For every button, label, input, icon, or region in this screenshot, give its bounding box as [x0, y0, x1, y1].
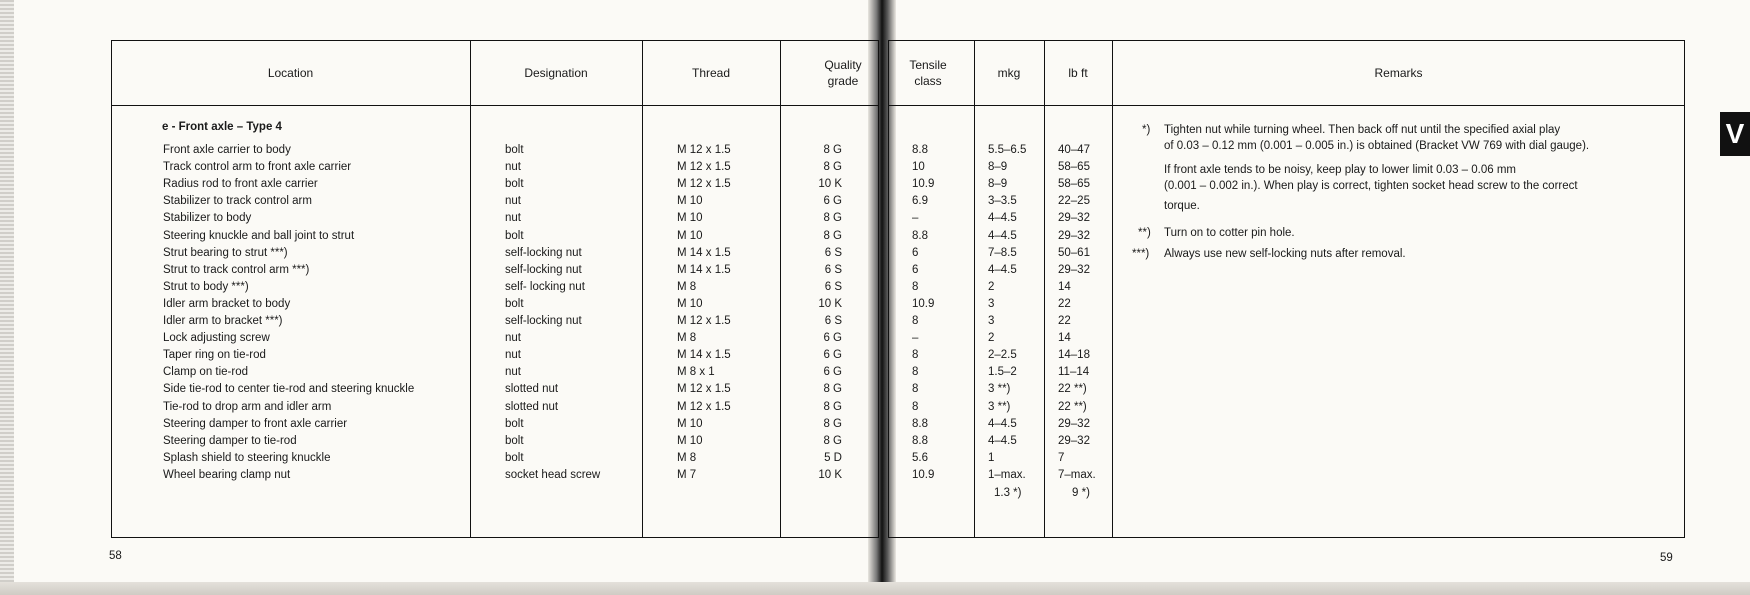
cell-lb-ft: 22	[1058, 315, 1071, 327]
cell-designation: bolt	[505, 144, 524, 156]
cell-quality-grade: 8 G	[823, 417, 842, 430]
cell-designation: bolt	[505, 178, 524, 191]
cell-tensile-class: 10.9	[912, 468, 935, 481]
cell-lb-ft: 7	[1058, 451, 1065, 464]
cell-lb-ft: 29–32	[1058, 434, 1090, 447]
col-divider	[470, 40, 471, 538]
cell-tensile-class: 10.9	[912, 178, 935, 191]
cell-thread: M 12 x 1.5	[677, 383, 731, 396]
cell-mkg: 3 **)	[988, 400, 1011, 413]
cell-lb-ft: 58–65	[1058, 161, 1090, 174]
cell-lb-ft: 14–18	[1058, 349, 1090, 362]
cell-location: Strut bearing to strut ***)	[163, 246, 288, 259]
cell-quality-grade: 6 S	[824, 246, 842, 259]
cell-designation: socket head screw	[505, 468, 601, 481]
cell-thread: M 8 x 1	[677, 366, 715, 379]
cell-designation: bolt	[505, 417, 524, 430]
section-title: e - Front axle – Type 4	[162, 121, 282, 133]
cell-mkg: 5.5–6.5	[988, 144, 1027, 156]
cell-tensile-class: 6	[912, 263, 919, 276]
cell-lb-ft: 29–32	[1058, 229, 1090, 242]
cell-designation: bolt	[505, 434, 524, 447]
cell-designation: self-locking nut	[505, 246, 582, 259]
cell-quality-grade: 8 G	[823, 212, 842, 225]
cell-designation: nut	[505, 212, 521, 225]
note-1-line: If front axle tends to be noisy, keep play to lower limit 0.03 – 0.06 mm	[1164, 164, 1516, 176]
cell-quality-grade: 8 G	[823, 434, 842, 447]
cell-mkg: 1–max.	[988, 468, 1026, 481]
cell-designation: slotted nut	[505, 383, 559, 396]
cell-quality-grade: 6 G	[823, 366, 842, 379]
cell-tensile-class: 8	[912, 349, 919, 362]
cell-thread: M 10	[677, 229, 703, 242]
cell-lb-ft: 22 **)	[1058, 400, 1087, 413]
note-1-line: (0.001 – 0.002 in.). When play is correct, tighten socket head screw to the correct	[1164, 180, 1578, 192]
cell-thread: M 8	[677, 332, 697, 345]
cell-tensile-class: 8	[912, 315, 919, 327]
cell-designation: nut	[505, 161, 521, 174]
cell-mkg: 2	[988, 332, 995, 345]
right-header-rule	[888, 105, 1685, 106]
cell-thread: M 10	[677, 434, 703, 447]
cell-location: Idler arm bracket to body	[163, 297, 291, 310]
cell-mkg: 3 **)	[988, 383, 1011, 396]
cell-quality-grade: 10 K	[818, 297, 842, 310]
note-2-marker: **)	[1138, 227, 1151, 239]
cell-designation: nut	[505, 332, 521, 345]
cell-quality-grade: 5 D	[824, 451, 842, 464]
cell-quality-grade: 6 S	[824, 280, 842, 293]
cell-thread: M 10	[677, 297, 703, 310]
cell-location: Track control arm to front axle carrier	[163, 161, 352, 174]
header-quality-grade: Quality grade	[824, 57, 862, 88]
cell-location: Front axle carrier to body	[163, 144, 291, 156]
cell-tensile-class: 5.6	[912, 451, 928, 464]
cell-mkg-cont: 1.3 *)	[994, 487, 1022, 499]
cell-tensile-class: 8	[912, 280, 919, 293]
cell-mkg: 3	[988, 315, 995, 327]
cell-lb-ft: 7–max.	[1058, 468, 1096, 481]
cell-thread: M 14 x 1.5	[677, 349, 731, 362]
cell-location: Splash shield to steering knuckle	[163, 451, 331, 464]
cell-designation: nut	[505, 366, 521, 379]
cell-mkg: 2	[988, 280, 995, 293]
cell-lb-ft: 58–65	[1058, 178, 1090, 191]
cell-quality-grade: 6 G	[823, 195, 842, 208]
cell-designation: nut	[505, 349, 521, 362]
cell-thread: M 7	[677, 468, 697, 481]
cell-thread: M 14 x 1.5	[677, 263, 731, 276]
cell-location: Stabilizer to track control arm	[163, 195, 312, 208]
cell-location: Steering damper to front axle carrier	[163, 417, 348, 430]
cell-designation: self- locking nut	[505, 280, 585, 293]
cell-location: Lock adjusting screw	[163, 332, 270, 345]
note-1-line: of 0.03 – 0.12 mm (0.001 – 0.005 in.) is obtained (Bracket VW 769 with dial gauge).	[1164, 140, 1590, 152]
cell-mkg: 7–8.5	[988, 246, 1017, 259]
cell-location: Clamp on tie-rod	[163, 366, 249, 379]
cell-lb-ft: 29–32	[1058, 417, 1090, 430]
cell-lb-ft: 50–61	[1058, 246, 1090, 259]
cell-tensile-class: 8.8	[912, 229, 928, 242]
cell-designation: slotted nut	[505, 400, 559, 413]
cell-lb-ft: 29–32	[1058, 212, 1090, 225]
note-1-marker: *)	[1142, 124, 1151, 136]
cell-mkg: 4–4.5	[988, 263, 1017, 276]
note-3: Always use new self-locking nuts after removal.	[1164, 248, 1406, 260]
right-table-frame	[888, 40, 1685, 538]
cell-quality-grade: 8 G	[823, 400, 842, 413]
cell-mkg: 2–2.5	[988, 349, 1017, 362]
cell-designation: nut	[505, 195, 521, 208]
cell-thread: M 14 x 1.5	[677, 246, 731, 259]
cell-thread: M 12 x 1.5	[677, 161, 731, 174]
cell-tensile-class: 8.8	[912, 417, 928, 430]
cell-lb-ft: 22 **)	[1058, 383, 1087, 396]
cell-thread: M 10	[677, 212, 703, 225]
cell-tensile-class: 8.8	[912, 144, 928, 156]
cell-tensile-class: 8.8	[912, 434, 928, 447]
col-divider	[974, 40, 975, 538]
cell-location: Wheel bearing clamp nut	[163, 468, 291, 481]
cell-location: Steering damper to tie-rod	[163, 434, 297, 447]
cell-tensile-class: 10	[912, 161, 925, 174]
cell-thread: M 12 x 1.5	[677, 144, 731, 156]
cell-tensile-class: –	[912, 332, 919, 345]
cell-mkg: 1	[988, 451, 995, 464]
cell-mkg: 4–4.5	[988, 434, 1017, 447]
section-tab: V	[1720, 112, 1750, 156]
cell-lb-ft: 29–32	[1058, 263, 1090, 276]
cell-designation: bolt	[505, 297, 524, 310]
note-1-line: Tighten nut while turning wheel. Then back off nut until the specified axial play	[1164, 124, 1561, 136]
header-tensile-class: Tensile class	[909, 57, 947, 88]
cell-location: Side tie-rod to center tie-rod and steering knuckle	[163, 383, 415, 396]
col-divider	[1044, 40, 1045, 538]
cell-mkg: 4–4.5	[988, 417, 1017, 430]
cell-tensile-class: 6	[912, 246, 919, 259]
cell-tensile-class: 8	[912, 366, 919, 379]
cell-lb-ft: 22	[1058, 297, 1071, 310]
cell-mkg: 4–4.5	[988, 229, 1017, 242]
cell-location: Steering knuckle and ball joint to strut	[163, 229, 355, 242]
cell-location: Strut to body ***)	[163, 280, 249, 293]
cell-lb-ft-cont: 9 *)	[1072, 487, 1090, 499]
cell-tensile-class: –	[912, 212, 919, 225]
cell-quality-grade: 8 G	[823, 383, 842, 396]
cell-mkg: 8–9	[988, 178, 1008, 191]
cell-thread: M 8	[677, 280, 697, 293]
cell-designation: bolt	[505, 451, 524, 464]
cell-quality-grade: 6 G	[823, 349, 842, 362]
cell-tensile-class: 8	[912, 383, 919, 396]
header-location: Location	[267, 65, 314, 80]
bottom-shadow	[0, 582, 1750, 595]
cell-quality-grade: 6 S	[824, 315, 842, 327]
cell-mkg: 8–9	[988, 161, 1008, 174]
cell-quality-grade: 8 G	[823, 144, 842, 156]
cell-location: Taper ring on tie-rod	[163, 349, 266, 362]
cell-location: Stabilizer to body	[163, 212, 252, 225]
cell-thread: M 12 x 1.5	[677, 315, 731, 327]
cell-quality-grade: 6 G	[823, 332, 842, 345]
cell-lb-ft: 22–25	[1058, 195, 1090, 208]
cell-mkg: 3–3.5	[988, 195, 1017, 208]
cell-thread: M 10	[677, 417, 703, 430]
cell-mkg: 1.5–2	[988, 366, 1017, 379]
header-designation: Designation	[524, 65, 588, 80]
header-thread: Thread	[691, 65, 731, 80]
cell-tensile-class: 10.9	[912, 297, 935, 310]
cell-quality-grade: 8 G	[823, 229, 842, 242]
cell-tensile-class: 6.9	[912, 195, 928, 208]
cell-lb-ft: 14	[1058, 280, 1071, 293]
cell-location: Idler arm to bracket ***)	[163, 315, 283, 327]
cell-lb-ft: 40–47	[1058, 144, 1090, 156]
cell-mkg: 4–4.5	[988, 212, 1017, 225]
cell-thread: M 12 x 1.5	[677, 400, 731, 413]
cell-quality-grade: 10 K	[818, 178, 842, 191]
cell-quality-grade: 8 G	[823, 161, 842, 174]
page-edge-left	[0, 0, 14, 595]
cell-mkg: 3	[988, 297, 995, 310]
cell-thread: M 10	[677, 195, 703, 208]
cell-lb-ft: 14	[1058, 332, 1071, 345]
cell-designation: bolt	[505, 229, 524, 242]
col-divider	[642, 40, 643, 538]
left-header-rule	[111, 105, 879, 106]
page-number-left: 58	[109, 550, 122, 562]
note-2: Turn on to cotter pin hole.	[1164, 227, 1295, 239]
cell-quality-grade: 10 K	[818, 468, 842, 481]
header-lb-ft: lb ft	[1068, 65, 1088, 80]
header-mkg: mkg	[997, 65, 1021, 80]
note-3-marker: ***)	[1132, 248, 1150, 260]
header-remarks: Remarks	[1374, 65, 1423, 80]
cell-quality-grade: 6 S	[824, 263, 842, 276]
cell-location: Strut to track control arm ***)	[163, 263, 310, 276]
cell-lb-ft: 11–14	[1058, 366, 1090, 379]
col-divider	[1112, 40, 1113, 538]
cell-location: Radius rod to front axle carrier	[163, 178, 318, 191]
note-1-line: torque.	[1164, 200, 1200, 212]
cell-designation: self-locking nut	[505, 315, 582, 327]
cell-location: Tie-rod to drop arm and idler arm	[163, 400, 332, 413]
cell-designation: self-locking nut	[505, 263, 582, 276]
cell-thread: M 12 x 1.5	[677, 178, 731, 191]
page-number-right: 59	[1660, 552, 1673, 564]
cell-thread: M 8	[677, 451, 697, 464]
cell-tensile-class: 8	[912, 400, 919, 413]
